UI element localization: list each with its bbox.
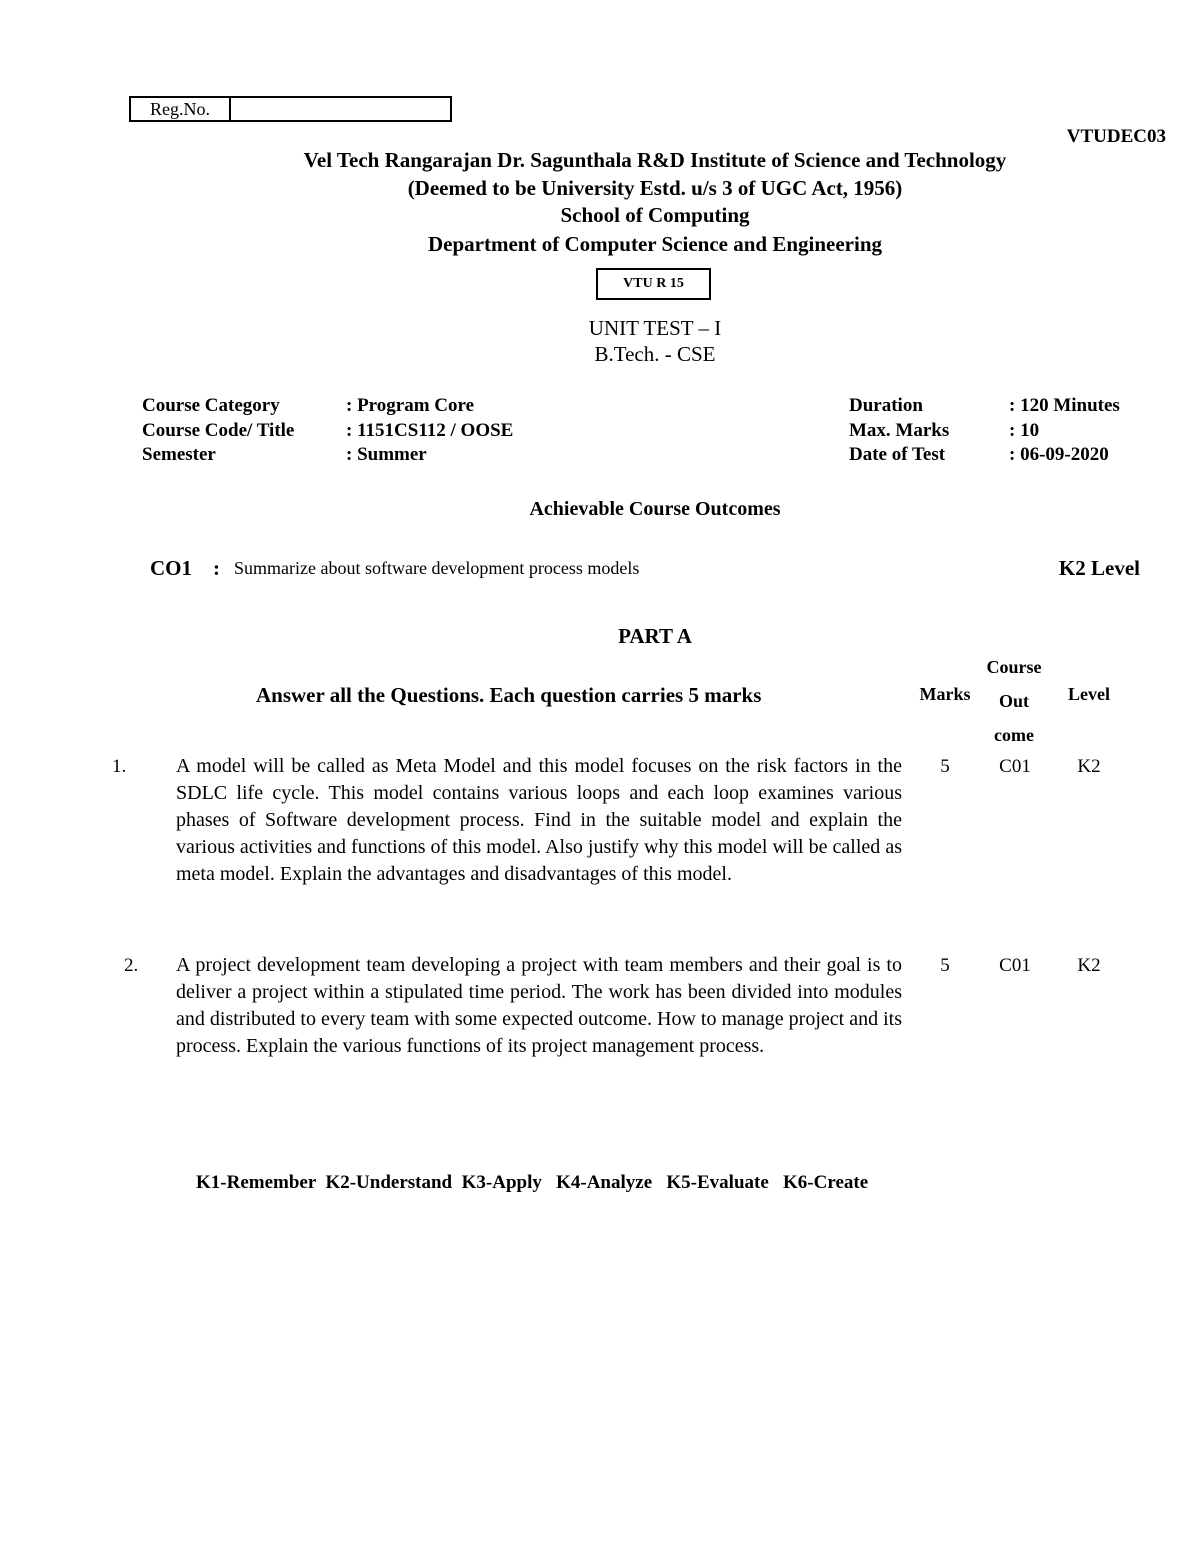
q2-marks: 5: [940, 955, 950, 976]
q2-level: K2: [1077, 955, 1101, 976]
outcomes-title: Achievable Course Outcomes: [529, 498, 781, 520]
meta-row-1: [0, 393, 1200, 418]
semester-value: : Summer: [346, 444, 427, 465]
reg-no-label: Reg.No.: [131, 98, 231, 120]
duration-value: : 120 Minutes: [1009, 395, 1120, 416]
reg-no-box: [129, 96, 452, 122]
col-outcome-line-1: Course: [986, 657, 1042, 677]
max-marks-label: Max. Marks: [849, 420, 950, 441]
course-code-value: : 1151CS112 / OOSE: [346, 420, 514, 441]
meta-row-2: [0, 418, 1200, 443]
col-outcome-line-2: Out: [998, 691, 1029, 711]
course-category-label: Course Category: [142, 395, 280, 416]
co1-id: CO1: [150, 556, 192, 580]
max-marks-value: : 10: [1009, 420, 1040, 441]
duration-label: Duration: [849, 395, 923, 416]
program-title: B.Tech. - CSE: [594, 342, 716, 366]
institute-name: Vel Tech Rangarajan Dr. Sagunthala R&D Institute of Science and Technology: [303, 148, 1007, 172]
meta-row-3: [0, 442, 1200, 467]
regulation-badge: VTU R 15: [596, 268, 711, 300]
department-name: Department of Computer Science and Engineering: [428, 232, 882, 256]
co1-text: Summarize about software development process models: [234, 558, 640, 578]
co1-colon: :: [213, 556, 220, 580]
q2-outcome: C01: [999, 955, 1031, 976]
date-value: : 06-09-2020: [1009, 444, 1109, 465]
q1-marks: 5: [940, 756, 950, 777]
test-title: UNIT TEST – I: [588, 316, 722, 340]
school-name: School of Computing: [560, 203, 750, 227]
col-outcome-line-3: come: [994, 725, 1034, 745]
q1-outcome: C01: [999, 756, 1031, 777]
course-category-value: : Program Core: [346, 395, 475, 416]
q2-number: 2.: [124, 955, 139, 976]
part-title: PART A: [618, 624, 692, 648]
co1-level: K2 Level: [1058, 556, 1140, 580]
q1-text: A model will be called as Meta Model and this model focuses on the risk factors in the SDLC life cycle. This model contains various loops and each loop examines various phases of Software development process. Find in the suitable model and explain the various activities and functions of this model. Also justify why this model will be called as meta model. Explain the advantages and disadvantages of this model.: [176, 755, 902, 885]
q1-number: 1.: [112, 756, 127, 777]
col-outcome-header: [980, 650, 1048, 752]
col-level-header: Level: [1068, 684, 1110, 704]
col-marks-header: Marks: [919, 684, 971, 704]
q2-text: A project development team developing a project with team members and their goal is to deliver a project within a stipulated time period. The work has been divided into modules and distributed to every team with some expected outcome. How to manage project and its process. Explain the various functions of its project management process.: [176, 954, 902, 1057]
course-code-label: Course Code/ Title: [142, 420, 295, 441]
date-label: Date of Test: [849, 444, 946, 465]
semester-label: Semester: [142, 444, 216, 465]
reg-no-value: [231, 98, 450, 120]
q1-level: K2: [1077, 756, 1101, 777]
deemed-line: (Deemed to be University Estd. u/s 3 of UGC Act, 1956): [407, 176, 903, 200]
part-instruction: Answer all the Questions. Each question carries 5 marks: [256, 683, 762, 707]
paper-code: VTUDEC03: [1066, 126, 1166, 147]
knowledge-level-legend: K1-Remember K2-Understand K3-Apply K4-Analyze K5-Evaluate K6-Create: [196, 1172, 869, 1193]
